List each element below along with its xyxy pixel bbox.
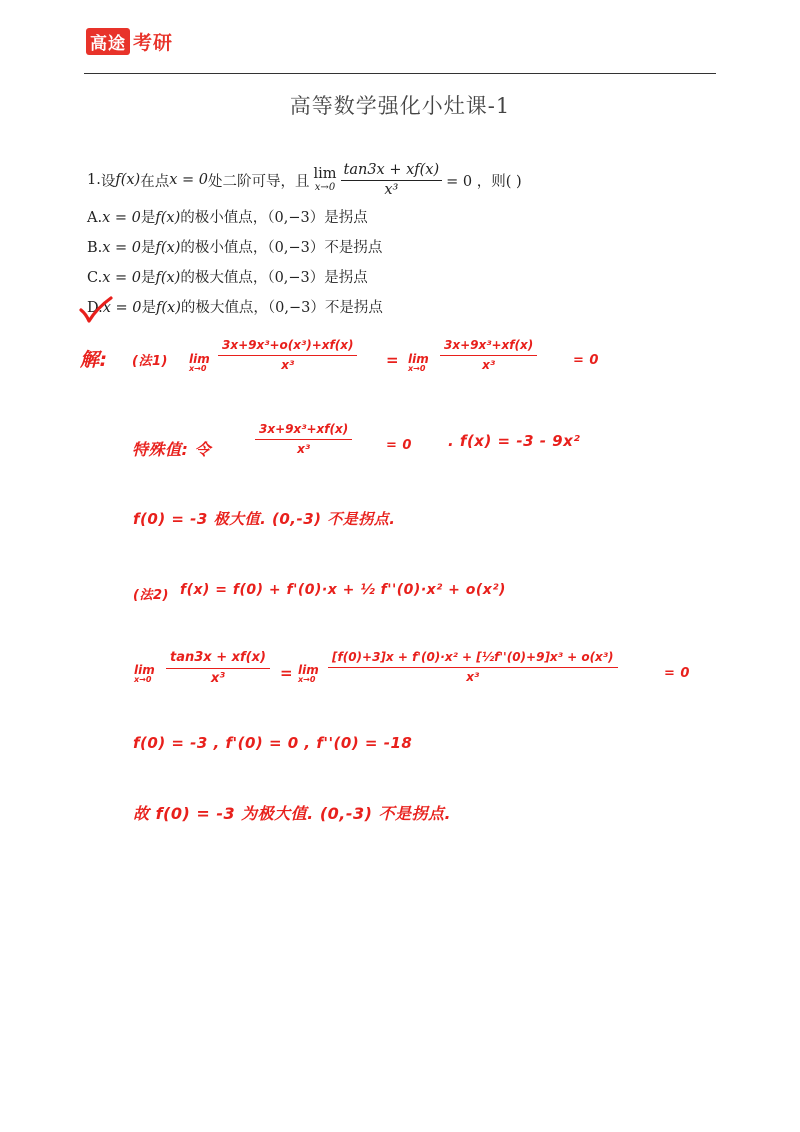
method1-label: (法1) xyxy=(132,354,168,369)
option-label: D. xyxy=(87,300,103,316)
m1-fraction-2 xyxy=(440,338,537,372)
lim-sub: x→0 xyxy=(314,182,336,194)
header-divider xyxy=(84,73,716,74)
special-numerator: 3x+9x³+xf(x) xyxy=(255,422,352,440)
m1-numerator-1: 3x+9x³+o(x³)+xf(x) xyxy=(218,338,357,356)
m1-limit-2 xyxy=(408,353,429,373)
option-text2: 的极大值点，（0,−3）不是拐点 xyxy=(180,300,383,316)
m2-fraction-2 xyxy=(328,650,618,684)
m1-denominator-2: x³ xyxy=(482,358,496,372)
option-a xyxy=(87,206,368,227)
option-text1: 是 xyxy=(140,270,156,286)
special-value-label: 特殊值: 令 xyxy=(132,440,211,459)
solution-label: 解: xyxy=(80,349,108,371)
lim-sub: x→0 xyxy=(298,675,316,684)
option-text2: 的极大值点，（0,−3）是拐点 xyxy=(180,270,368,286)
special-denominator: x³ xyxy=(297,442,311,456)
conclusion: 故 f(0) = -3 为极大值. (0,-3) 不是拐点. xyxy=(133,804,452,823)
stem-fx: f(x) xyxy=(115,172,141,188)
logo-box: 高途 xyxy=(86,28,130,55)
option-fx: f(x) xyxy=(155,270,181,286)
option-b xyxy=(87,236,382,257)
stem-mid2: 处二阶可导，且 xyxy=(207,173,310,190)
m2-eq0: = 0 xyxy=(664,666,690,681)
option-label: A. xyxy=(87,210,103,226)
m2-denominator-2: x³ xyxy=(466,670,480,684)
option-x-eq0: x = 0 xyxy=(102,240,142,256)
special-result: . f(x) = -3 - 9x² xyxy=(448,432,581,450)
m1-eq0: = 0 xyxy=(573,353,599,368)
m2-numerator-1: tan3x + xf(x) xyxy=(166,650,270,669)
option-c xyxy=(87,266,368,287)
derivative-values: f(0) = -3 , f'(0) = 0 , f''(0) = -18 xyxy=(133,734,413,752)
line3: f(0) = -3 极大值. (0,-3) 不是拐点. xyxy=(133,510,396,528)
question-number: 1. xyxy=(87,172,101,188)
m1-numerator-2: 3x+9x³+xf(x) xyxy=(440,338,537,356)
lim-word: lim xyxy=(313,165,337,182)
stem-end: = 0 ，则( ) xyxy=(446,173,522,190)
logo-text: 考研 xyxy=(133,31,174,54)
m2-limit-1 xyxy=(134,664,155,684)
method2-label: (法2) xyxy=(133,588,169,603)
option-text1: 是 xyxy=(140,210,156,226)
option-text2: 的极小值点，（0,−3）不是拐点 xyxy=(180,240,383,256)
option-label: C. xyxy=(87,270,103,286)
option-d xyxy=(87,296,383,317)
option-x-eq0: x = 0 xyxy=(102,270,141,286)
brand-logo xyxy=(86,28,173,54)
m1-denominator-1: x³ xyxy=(281,358,295,372)
stem-pre: 设 xyxy=(100,173,116,190)
stem-mid1: 在点 xyxy=(140,173,170,190)
m2-equals: = xyxy=(280,664,294,682)
lim-sub: x→0 xyxy=(408,364,426,373)
m2-numerator-2: [f(0)+3]x + f'(0)·x² + [½f''(0)+9]x³ + o(x³) xyxy=(328,650,618,668)
lim-word: lim xyxy=(189,352,210,366)
special-eq0: = 0 xyxy=(386,438,412,453)
lim-word: lim xyxy=(134,663,155,677)
m2-denominator-1: x³ xyxy=(210,671,226,686)
option-x-eq0: x = 0 xyxy=(102,300,142,316)
taylor-expansion: f(x) = f(0) + f'(0)·x + ½ f''(0)·x² + o(x²) xyxy=(180,582,506,598)
lim-sub: x→0 xyxy=(189,364,207,373)
frac-numerator: tan3x + xf(x) xyxy=(341,162,443,181)
m2-fraction-1 xyxy=(166,650,270,686)
option-fx: f(x) xyxy=(155,210,181,226)
frac-denominator: x³ xyxy=(384,182,399,198)
special-fraction xyxy=(255,422,352,456)
stem-fraction xyxy=(341,162,443,198)
option-fx: f(x) xyxy=(156,300,181,316)
option-text1: 是 xyxy=(141,300,156,316)
m1-limit-1 xyxy=(189,353,210,373)
stem-limit xyxy=(313,167,336,194)
m1-fraction-1 xyxy=(218,338,357,372)
option-label: B. xyxy=(87,240,103,256)
option-fx: f(x) xyxy=(155,240,181,256)
page-title: 高等数学强化小灶课-1 xyxy=(289,94,511,118)
checkmark-icon xyxy=(79,296,113,324)
lim-word: lim xyxy=(408,352,429,366)
option-text1: 是 xyxy=(141,240,156,256)
stem-x-eq0: x = 0 xyxy=(169,172,208,188)
m1-equals: = xyxy=(386,351,400,369)
option-text2: 的极小值点，（0,−3）是拐点 xyxy=(180,210,368,226)
m2-limit-2 xyxy=(298,664,319,684)
lim-word: lim xyxy=(298,663,319,677)
lim-sub: x→0 xyxy=(134,675,152,684)
question-stem xyxy=(87,162,522,198)
option-x-eq0: x = 0 xyxy=(102,210,141,226)
